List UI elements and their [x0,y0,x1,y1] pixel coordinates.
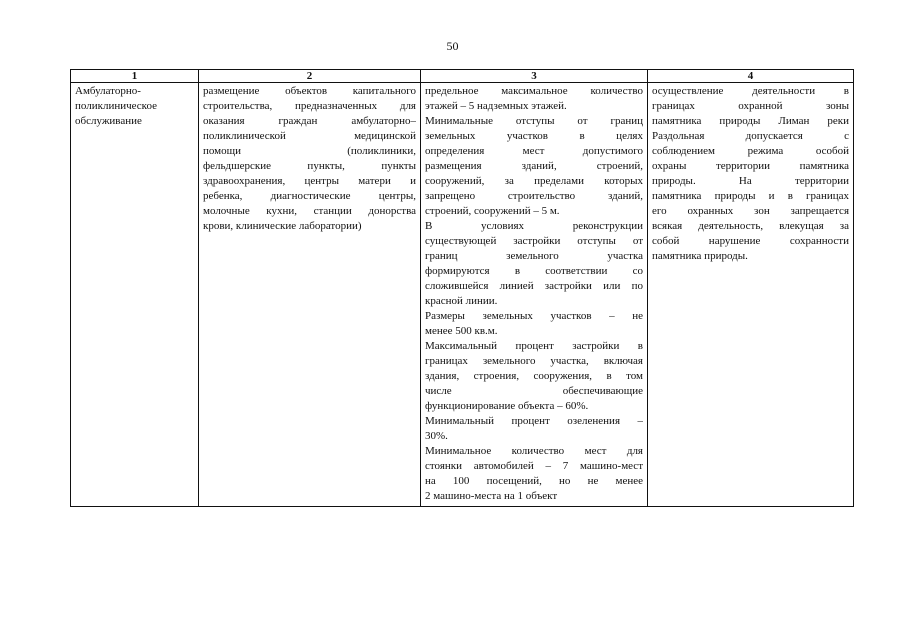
text-line: сложившейся линией застройки или по [425,280,643,292]
text-line: памятника природы. [652,250,748,262]
text-line: строительства, предназначенных для [203,100,416,112]
text-line: Максимальный процент застройки в [425,340,643,352]
text-line: этажей – 5 надземных этажей. [425,100,567,112]
text-line: размещения зданий, строений, [425,160,643,172]
text-line: 2 машино-места на 1 объект [425,490,558,502]
text-line: определения мест допустимого [425,145,643,157]
text-line: границах охранной зоны [652,100,849,112]
text-line: крови, клинические лаборатории) [203,220,362,232]
cell-paragraph [425,339,643,414]
text-line: молочные кухни, станции донорства [203,205,416,217]
cell-paragraph [75,84,194,129]
text-line: фельдшерские пункты, пункты [203,160,416,172]
table-row [71,83,854,507]
text-line: границ земельного участка [425,250,643,262]
text-line: менее 500 кв.м. [425,325,498,337]
text-line: всякая деятельность, влекущая за [652,220,849,232]
cell-paragraph [425,414,643,444]
text-line: соблюдением режима особой [652,145,849,157]
text-line: существующей застройки отступы от [425,235,643,247]
cell-paragraph [425,219,643,309]
text-line: красной линии. [425,295,498,307]
text-line: функционирование объекта – 60%. [425,400,589,412]
text-line: памятника природы Лиман реки [652,115,849,127]
text-line: числе обеспечивающие [425,385,643,397]
cell-restrictions [648,83,854,507]
column-header: 4 [648,70,854,83]
text-line: здания, строения, сооружения, в том [425,370,643,382]
text-line: Минимальный процент озеленения – [425,415,643,427]
table-header-row [71,70,854,83]
text-line: Размеры земельных участков – не [425,310,643,322]
text-line: сооружений, за пределами которых [425,175,643,187]
text-line: его охранных зон запрещается [652,205,849,217]
text-line: 30%. [425,430,448,442]
text-line: поликлиническое [75,100,157,112]
text-line: оказания граждан амбулаторно– [203,115,416,127]
text-line: здравоохранения, центры матери и [203,175,416,187]
cell-paragraph [203,84,416,234]
cell-paragraph [425,309,643,339]
text-line: строений, сооружений – 5 м. [425,205,560,217]
column-header: 3 [421,70,648,83]
text-line: помощи (поликлиники, [203,145,416,157]
text-line: поликлинической медицинской [203,130,416,142]
text-line: обслуживание [75,115,142,127]
regulations-table [70,69,854,507]
cell-paragraph [652,84,849,264]
page-number: 50 [446,39,459,53]
text-line: границах земельного участка, включая [425,355,643,367]
text-line: охраны территории памятника [652,160,849,172]
text-line: стоянки автомобилей – 7 машино-мест [425,460,643,472]
text-line: Раздольная допускается с [652,130,849,142]
text-line: В условиях реконструкции [425,220,643,232]
text-line: природы. На территории [652,175,849,187]
cell-parameters [421,83,648,507]
text-line: Минимальные отступы от границ [425,115,643,127]
text-line: осуществление деятельности в [652,85,849,97]
text-line: запрещено строительство зданий, [425,190,643,202]
text-line: на 100 посещений, но не менее [425,475,643,487]
text-line: памятника природы и в границах [652,190,849,202]
cell-paragraph [425,114,643,219]
text-line: собой нарушение сохранности [652,235,849,247]
text-line: земельных участков в целях [425,130,643,142]
text-line: формируются в соответствии со [425,265,643,277]
text-line: ребенка, диагностические центры, [203,190,416,202]
text-line: размещение объектов капитального [203,85,416,97]
text-line: предельное максимальное количество [425,85,643,97]
text-line: Амбулаторно- [75,85,141,97]
column-header: 1 [71,70,199,83]
column-header: 2 [199,70,421,83]
cell-paragraph [425,444,643,504]
text-line: Минимальное количество мест для [425,445,643,457]
cell-use-description [199,83,421,507]
cell-paragraph [425,84,643,114]
cell-use-type [71,83,199,507]
